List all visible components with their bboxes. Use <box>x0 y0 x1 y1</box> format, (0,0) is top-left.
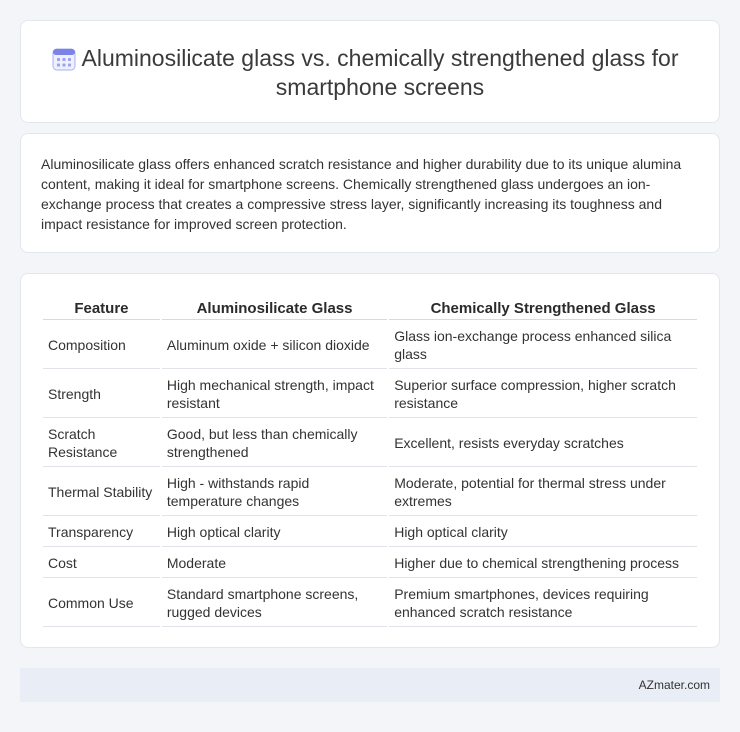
table-row <box>43 549 697 578</box>
row-aluminosilicate: Aluminum oxide + silicon dioxide <box>162 322 387 369</box>
row-feature: Thermal Stability <box>43 469 160 516</box>
header-feature: Feature <box>43 296 160 320</box>
row-aluminosilicate: High - withstands rapid temperature changes <box>162 469 387 516</box>
row-chemically-strengthened: Glass ion-exchange process enhanced silica glass <box>389 322 697 369</box>
row-chemically-strengthened: Higher due to chemical strengthening process <box>389 549 697 578</box>
comparison-table-card <box>20 273 720 648</box>
row-feature: Transparency <box>43 518 160 547</box>
table-row <box>43 580 697 627</box>
table-header-row <box>43 296 697 320</box>
title-card <box>20 20 720 123</box>
row-feature: Scratch Resistance <box>43 420 160 467</box>
table-row <box>43 371 697 418</box>
comparison-table <box>41 294 699 629</box>
summary-card <box>20 133 720 253</box>
row-chemically-strengthened: High optical clarity <box>389 518 697 547</box>
row-feature: Composition <box>43 322 160 369</box>
footer-bar <box>20 668 720 702</box>
page-title: Aluminosilicate glass vs. chemically strengthened glass for smartphone screens <box>81 45 679 100</box>
table-row <box>43 420 697 467</box>
row-aluminosilicate: Standard smartphone screens, rugged devices <box>162 580 387 627</box>
header-aluminosilicate: Aluminosilicate Glass <box>162 296 387 320</box>
row-aluminosilicate: High optical clarity <box>162 518 387 547</box>
table-row <box>43 322 697 369</box>
table-row <box>43 469 697 516</box>
footer-site-link[interactable]: AZmater.com <box>638 678 710 692</box>
summary-text: Aluminosilicate glass offers enhanced scratch resistance and higher durability due to its unique alumina content, making it ideal for smartphone screens. Chemically strengthened glass undergoes an ion-exchange process that creates a compressive stress layer, significantly increasing its toughness and impact resistance for improved screen protection. <box>41 156 682 232</box>
row-aluminosilicate: High mechanical strength, impact resistant <box>162 371 387 418</box>
row-aluminosilicate: Good, but less than chemically strengthened <box>162 420 387 467</box>
row-feature: Common Use <box>43 580 160 627</box>
row-feature: Cost <box>43 549 160 578</box>
row-aluminosilicate: Moderate <box>162 549 387 578</box>
row-chemically-strengthened: Superior surface compression, higher scratch resistance <box>389 371 697 418</box>
row-chemically-strengthened: Premium smartphones, devices requiring enhanced scratch resistance <box>389 580 697 627</box>
header-chemically-strengthened: Chemically Strengthened Glass <box>389 296 697 320</box>
row-chemically-strengthened: Moderate, potential for thermal stress under extremes <box>389 469 697 516</box>
table-row <box>43 518 697 547</box>
row-chemically-strengthened: Excellent, resists everyday scratches <box>389 420 697 467</box>
row-feature: Strength <box>43 371 160 418</box>
